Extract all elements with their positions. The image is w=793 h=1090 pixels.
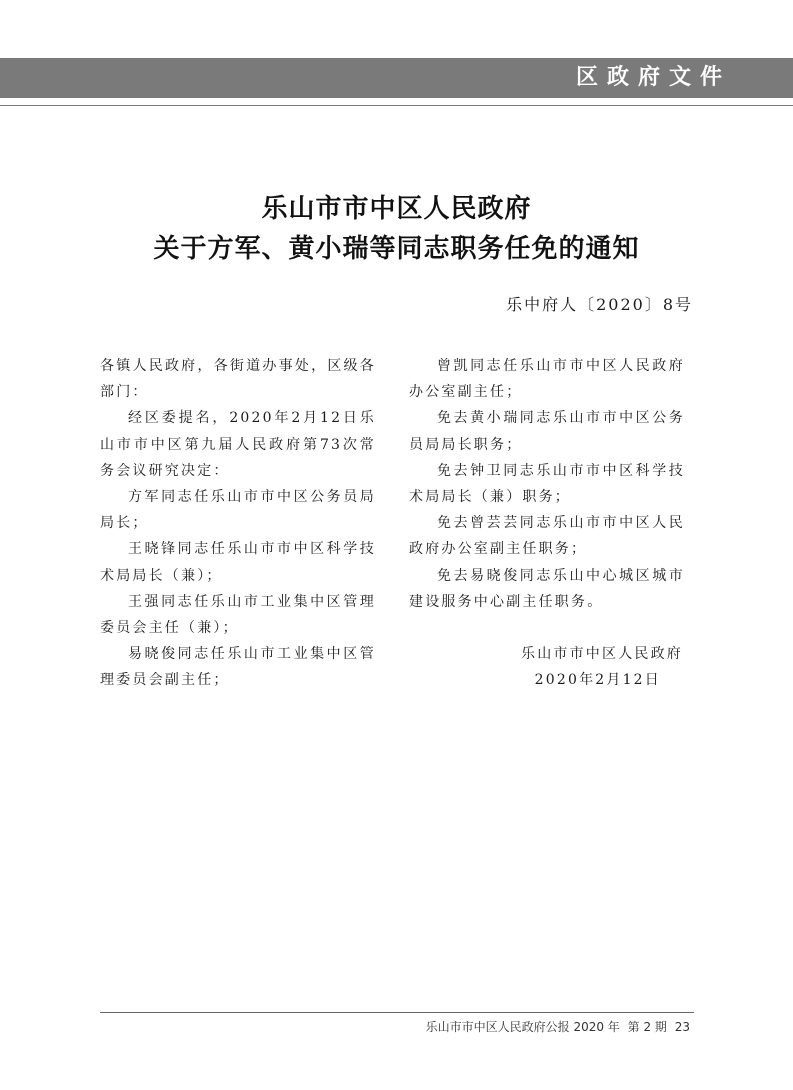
- appointment-paragraph: 王晓锋同志任乐山市市中区科学技术局局长（兼）；: [100, 541, 376, 584]
- left-column: [100, 353, 376, 694]
- document-title-line2: 关于方军、黄小瑞等同志职务任免的通知: [153, 234, 640, 264]
- right-column: [409, 353, 685, 693]
- section-title: 区政府文件: [575, 65, 731, 90]
- dismissal-paragraph: 免去黄小瑞同志乐山市市中区公务员局局长职务；: [409, 410, 685, 453]
- signature-date: 2020年2月12日: [534, 672, 661, 689]
- page-number: 23: [674, 1020, 690, 1034]
- addressee-paragraph: 各镇人民政府，各街道办事处，区级各部门：: [100, 358, 376, 401]
- document-number: 乐中府人〔2020〕8号: [506, 295, 693, 314]
- issue-number: 第 2 期: [627, 1020, 667, 1034]
- appointment-paragraph: 易晓俊同志任乐山市工业集中区管理委员会副主任；: [100, 646, 376, 689]
- appointment-paragraph: 曾凯同志任乐山市市中区人民政府办公室副主任；: [409, 358, 685, 401]
- dismissal-paragraph: 免去钟卫同志乐山市市中区科学技术局局长（兼）职务；: [409, 462, 685, 506]
- signature-issuer: 乐山市市中区人民政府: [521, 646, 683, 663]
- body-paragraph: 经区委提名，2020年2月12日乐山市市中区第九届人民政府第73次常务会议研究决定：: [100, 410, 376, 479]
- header-divider: [0, 105, 793, 106]
- dismissal-paragraph: 免去曾芸芸同志乐山市市中区人民政府办公室副主任职务；: [409, 515, 685, 558]
- appointment-paragraph: 方军同志任乐山市市中区公务员局局长；: [100, 489, 376, 532]
- dismissal-paragraph: 免去易晓俊同志乐山中心城区城市建设服务中心副主任职务。: [409, 567, 685, 610]
- page-footer: [422, 1018, 690, 1035]
- header-band: [0, 58, 793, 98]
- document-title-line1: 乐山市市中区人民政府: [261, 194, 532, 224]
- appointment-paragraph: 王强同志任乐山市工业集中区管理委员会主任（兼）；: [100, 593, 376, 637]
- footer-divider: [100, 1012, 694, 1013]
- publication-name: 乐山市市中区人民政府公报 2020 年: [425, 1020, 620, 1034]
